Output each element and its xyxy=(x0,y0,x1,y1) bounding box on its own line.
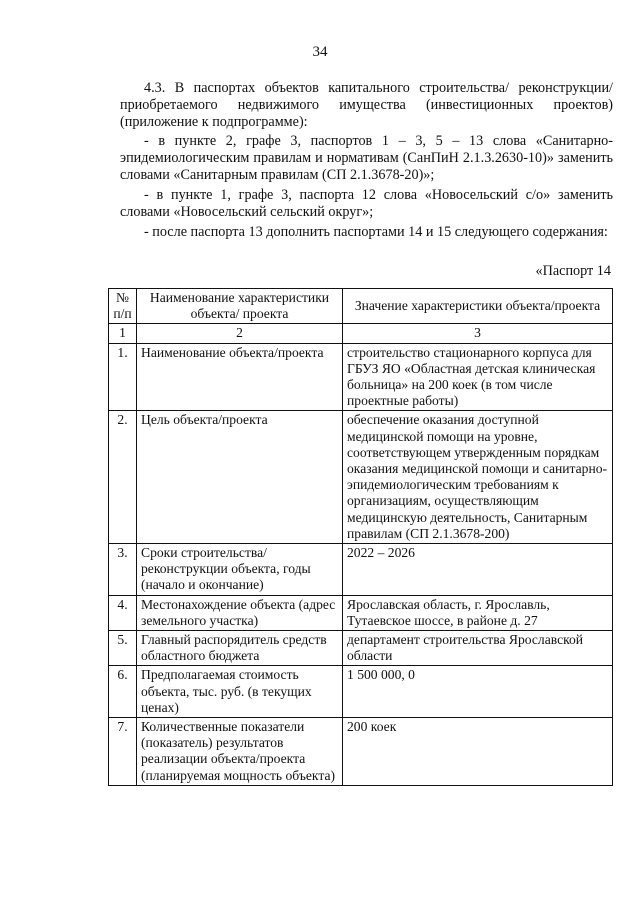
passport-label: «Паспорт 14 xyxy=(535,263,611,279)
table-row xyxy=(109,544,613,596)
row-value: обеспечение оказания доступной медицинской помощи на уровне, соответствующем утвержденным порядкам оказания медицинской помощи и санитарно-эпидемиологическим требованиям к организациям, осуществляющим медицинскую деятельность, Санитарным правилам (СП 2.1.3678-200) xyxy=(343,411,613,544)
row-number: 5. xyxy=(109,631,137,666)
row-number: 2. xyxy=(109,411,137,544)
row-characteristic: Цель объекта/проекта xyxy=(137,411,343,544)
table-row xyxy=(109,631,613,666)
row-characteristic: Предполагаемая стоимость объекта, тыс. руб. (в текущих ценах) xyxy=(137,666,343,718)
table-row xyxy=(109,411,613,544)
header-value: Значение характеристики объекта/проекта xyxy=(343,289,613,324)
column-number-row xyxy=(109,324,613,343)
row-number: 7. xyxy=(109,718,137,786)
row-characteristic: Количественные показатели (показатель) результатов реализации объекта/проекта (планируемая мощность объекта) xyxy=(137,718,343,786)
row-characteristic: Сроки строительства/реконструкции объекта, годы (начало и окончание) xyxy=(137,544,343,596)
row-characteristic: Местонахождение объекта (адрес земельного участка) xyxy=(137,595,343,630)
row-number: 4. xyxy=(109,595,137,630)
table-row xyxy=(109,595,613,630)
table-row xyxy=(109,343,613,411)
row-characteristic: Наименование объекта/проекта xyxy=(137,343,343,411)
column-number: 2 xyxy=(137,324,343,343)
column-number: 3 xyxy=(343,324,613,343)
row-value: 1 500 000, 0 xyxy=(343,666,613,718)
row-value: 200 коек xyxy=(343,718,613,786)
row-number: 1. xyxy=(109,343,137,411)
paragraph-intro: 4.3. В паспортах объектов капитального строительства/ реконструкции/ приобретаемого недвижимого имущества (инвестиционных проектов) (приложение к подпрограмме): xyxy=(120,80,613,131)
passport-table xyxy=(108,288,613,786)
table-row xyxy=(109,718,613,786)
table-header-row xyxy=(109,289,613,324)
row-value: Ярославская область, г. Ярославль, Тутаевское шоссе, в районе д. 27 xyxy=(343,595,613,630)
row-value: строительство стационарного корпуса для ГБУЗ ЯО «Областная детская клиническая больница» на 200 коек (в том числе проектные работы) xyxy=(343,343,613,411)
row-number: 6. xyxy=(109,666,137,718)
row-number: 3. xyxy=(109,544,137,596)
paragraph-item-1: - в пункте 2, графе 3, паспортов 1 – 3, 5 – 13 слова «Санитарно-эпидемиологическим правилам и нормативам (СанПиН 2.1.3.2630-10)» заменить словами «Санитарным правилам (СП 2.1.3678-20)»; xyxy=(120,133,613,184)
header-num: № п/п xyxy=(109,289,137,324)
page-number: 34 xyxy=(312,44,328,60)
row-characteristic: Главный распорядитель средств областного бюджета xyxy=(137,631,343,666)
paragraph-item-2: - в пункте 1, графе 3, паспорта 12 слова «Новосельский с/о» заменить словами «Новосельский сельский округ»; xyxy=(120,187,613,221)
column-number: 1 xyxy=(109,324,137,343)
row-value: департамент строительства Ярославской области xyxy=(343,631,613,666)
row-value: 2022 – 2026 xyxy=(343,544,613,596)
header-name: Наименование характеристики объекта/ проекта xyxy=(137,289,343,324)
table-row xyxy=(109,666,613,718)
paragraph-item-3: - после паспорта 13 дополнить паспортами 14 и 15 следующего содержания: xyxy=(144,224,608,240)
